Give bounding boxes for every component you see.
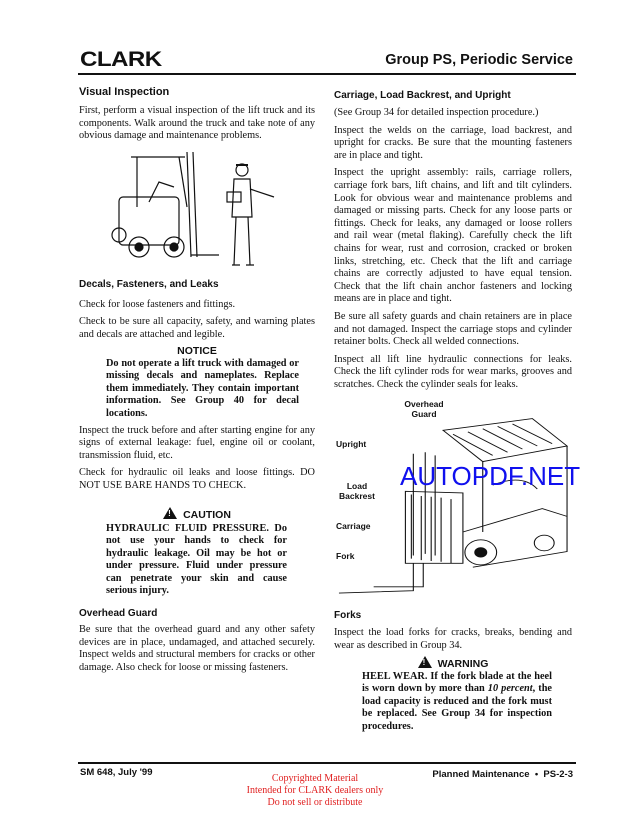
leakage-text: Inspect the truck before and after starting engine for any signs of external leakage: fuel, engine oil or coolant, transmission fluid, etc. — [79, 424, 315, 461]
forks-section — [334, 610, 572, 733]
caution-header — [79, 507, 315, 521]
clark-logo: CLARK — [80, 48, 162, 71]
carriage-text-1: (See Group 34 for detailed inspection procedure.) — [334, 107, 539, 118]
caution-title: CAUTION — [183, 508, 231, 521]
warning-triangle-icon — [163, 507, 177, 519]
notice-title: NOTICE — [177, 344, 217, 357]
label-load-backrest: Load Backrest — [339, 481, 375, 502]
label-carriage: Carriage — [336, 521, 371, 532]
overhead-guard-heading: Overhead Guard — [79, 608, 158, 620]
hydraulic-check-text: Check for hydraulic oil leaks and loose fittings. DO NOT USE BARE HANDS TO CHECK. — [79, 467, 315, 491]
forklift-inspection-illustration — [79, 147, 315, 277]
decals-heading: Decals, Fasteners, and Leaks — [79, 278, 219, 290]
caution-text: HYDRAULIC FLUID PRESSURE. Do not use your hands to check for hydraulic leakage. Oil may be hot or under pressure. Fluid under pressure can penetrate your skin and cause serious injury. — [106, 522, 287, 597]
warning-emphasis: 10 percent — [487, 683, 533, 695]
header-rule — [78, 73, 576, 75]
warning-text — [362, 671, 552, 734]
watermark: AUTOPDF.NET — [400, 461, 581, 492]
forks-text: Inspect the load forks for cracks, breaks, bending and wear as described in Group 34. — [334, 627, 572, 652]
carriage-text-4: Be sure all safety guards and chain retainers are in place and not damaged. Inspect the carriage stops and cylinder retainer bolts. Check all welded connections. — [334, 310, 572, 348]
carriage-text-3: Inspect the upright assembly: rails, carriage rollers, carriage fork bars, lift chains, and lift and tilt cylinders. Look for obvious wear and maintenance problems and damaged or missing parts. Check for any loose parts or fittings. Check for leaks, any damaged or loose rollers and rail wear (metal flaking). Carefully check the lift chains for wear, rust and corrosion, cracked or broken links, stretching, etc. Check that the lift and carriage chains are correctly adjusted to have equal tension. Check that the lift chain anchor fasteners and locking means are in place and tight. — [334, 167, 572, 305]
copyright-notice — [200, 773, 430, 809]
overhead-guard-text: Be sure that the overhead guard and any other safety devices are in place, undamaged, and attached securely. Inspect welds and structural members for cracks or other damage. Also check for loose or missing fasteners. — [79, 624, 315, 673]
left-column — [79, 86, 315, 674]
forklift-upright-figure — [334, 399, 581, 604]
forks-heading: Forks — [334, 610, 362, 622]
page-title: Group PS, Periodic Service — [385, 52, 573, 68]
visual-inspection-heading: Visual Inspection — [79, 86, 170, 98]
warning-title: WARNING — [437, 657, 489, 670]
carriage-heading: Carriage, Load Backrest, and Upright — [334, 90, 511, 101]
warning-text-2: , the load capacity is reduced and the fork must be replaced. See Group 34 for inspection procedures. — [362, 683, 552, 733]
label-fork: Fork — [336, 551, 355, 562]
notice-text: Do not operate a lift truck with damaged or missing decals and nameplates. Replace them immediately. They contain important information. See Group 40 for decal locations. — [106, 357, 299, 419]
carriage-text-5: Inspect all lift line hydraulic connections for leaks. Check the lift cylinder rods for wear marks, grooves and scratches. Check the cylinder seals for leaks. — [334, 353, 572, 390]
visual-inspection-text: First, perform a visual inspection of the lift truck and its components. Walk around the truck and take note of any obvious damage and maintenance problems. — [79, 105, 315, 142]
copyright-line-1: Copyrighted Material — [271, 773, 359, 784]
decals-text-2: Check to be sure all capacity, safety, and warning plates and decals are attached and legible. — [79, 316, 315, 340]
label-upright: Upright — [336, 439, 367, 450]
carriage-text-2: Inspect the welds on the carriage, load backrest, and upright for cracks. Be sure that the mounting fasteners are in place and tight. — [334, 124, 572, 161]
warning-text-1: HEEL WEAR. If the fork blade at the heel is worn down by more than — [362, 670, 552, 695]
copyright-line-3: Do not sell or distribute — [267, 797, 363, 808]
copyright-line-2: Intended for CLARK dealers only — [246, 785, 384, 796]
warning-header — [334, 656, 572, 670]
label-overhead-guard: Overhead Guard — [404, 399, 444, 420]
footer-right: Planned Maintenance • PS-2-3 — [432, 769, 573, 780]
footer-rule — [78, 762, 576, 764]
decals-text-1: Check for loose fasteners and fittings. — [79, 298, 236, 310]
footer-left: SM 648, July '99 — [80, 767, 153, 778]
forklift-upright-illustration — [334, 399, 572, 604]
warning-triangle-icon — [418, 656, 432, 668]
right-column — [334, 90, 581, 734]
